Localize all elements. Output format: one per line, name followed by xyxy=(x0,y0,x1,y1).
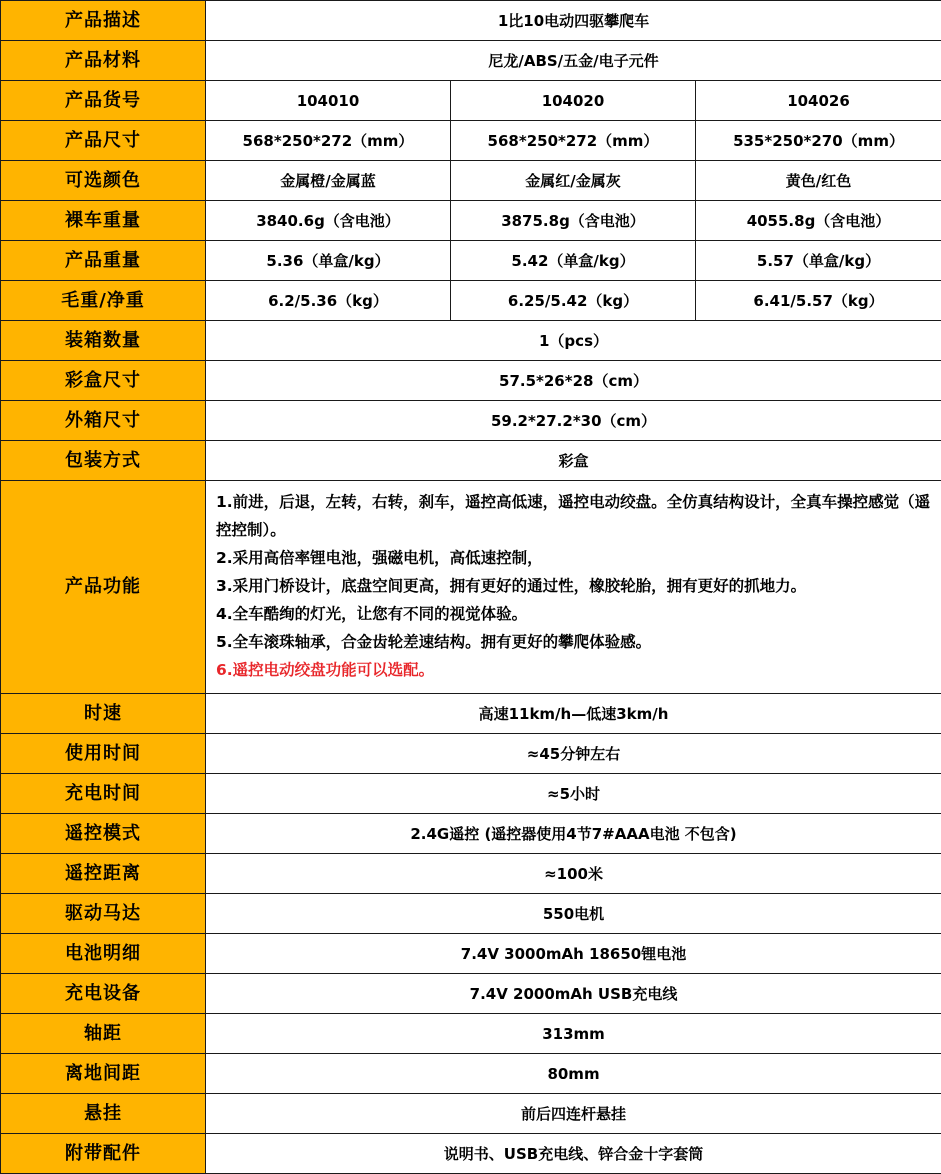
row-material xyxy=(1,41,941,81)
row-charger xyxy=(1,974,941,1014)
row-suspension xyxy=(1,1094,941,1134)
label-speed: 时速 xyxy=(1,694,206,734)
label-carton-size: 外箱尺寸 xyxy=(1,401,206,441)
feature-line-5: 5.全车滚珠轴承，合金齿轮差速结构。拥有更好的攀爬体验感。 xyxy=(216,633,652,651)
label-packing: 包装方式 xyxy=(1,441,206,481)
row-sku xyxy=(1,81,941,121)
value-gross-net-2: 6.25/5.42（kg） xyxy=(451,281,696,321)
label-gross-net: 毛重/净重 xyxy=(1,281,206,321)
row-charge-time xyxy=(1,774,941,814)
row-remote-mode xyxy=(1,814,941,854)
value-gross-net-3: 6.41/5.57（kg） xyxy=(696,281,941,321)
feature-line-3: 3.采用门桥设计，底盘空间更高，拥有更好的通过性，橡胶轮胎，拥有更好的抓地力。 xyxy=(216,577,807,595)
value-accessories: 说明书、USB充电线、锌合金十字套筒 xyxy=(206,1134,941,1174)
value-sku-1: 104010 xyxy=(206,81,451,121)
row-desc xyxy=(1,1,941,41)
label-desc: 产品描述 xyxy=(1,1,206,41)
label-features: 产品功能 xyxy=(1,481,206,694)
label-bare-weight: 裸车重量 xyxy=(1,201,206,241)
row-colors xyxy=(1,161,941,201)
value-colors-2: 金属红/金属灰 xyxy=(451,161,696,201)
value-battery: 7.4V 3000mAh 18650锂电池 xyxy=(206,934,941,974)
feature-line-2: 2.采用高倍率锂电池，强磁电机，高低速控制， xyxy=(216,549,543,567)
value-product-weight-2: 5.42（单盒/kg） xyxy=(451,241,696,281)
row-wheelbase xyxy=(1,1014,941,1054)
label-remote-mode: 遥控模式 xyxy=(1,814,206,854)
value-bare-weight-2: 3875.8g（含电池） xyxy=(451,201,696,241)
value-colors-3: 黄色/红色 xyxy=(696,161,941,201)
label-material: 产品材料 xyxy=(1,41,206,81)
value-sku-2: 104020 xyxy=(451,81,696,121)
value-bare-weight-3: 4055.8g（含电池） xyxy=(696,201,941,241)
value-charger: 7.4V 2000mAh USB充电线 xyxy=(206,974,941,1014)
row-accessories xyxy=(1,1134,941,1174)
label-product-weight: 产品重量 xyxy=(1,241,206,281)
row-features xyxy=(1,481,941,694)
value-box-size: 57.5*26*28（cm） xyxy=(206,361,941,401)
row-bare-weight xyxy=(1,201,941,241)
row-remote-range xyxy=(1,854,941,894)
row-box-size xyxy=(1,361,941,401)
value-pack-qty: 1（pcs） xyxy=(206,321,941,361)
row-size xyxy=(1,121,941,161)
row-packing xyxy=(1,441,941,481)
value-product-weight-3: 5.57（单盒/kg） xyxy=(696,241,941,281)
value-remote-range: ≈100米 xyxy=(206,854,941,894)
value-speed: 高速11km/h—低速3km/h xyxy=(206,694,941,734)
value-product-weight-1: 5.36（单盒/kg） xyxy=(206,241,451,281)
label-colors: 可选颜色 xyxy=(1,161,206,201)
value-size-3: 535*250*270（mm） xyxy=(696,121,941,161)
value-clearance: 80mm xyxy=(206,1054,941,1094)
value-size-2: 568*250*272（mm） xyxy=(451,121,696,161)
value-motor: 550电机 xyxy=(206,894,941,934)
value-suspension: 前后四连杆悬挂 xyxy=(206,1094,941,1134)
value-carton-size: 59.2*27.2*30（cm） xyxy=(206,401,941,441)
value-charge-time: ≈5小时 xyxy=(206,774,941,814)
value-gross-net-1: 6.2/5.36（kg） xyxy=(206,281,451,321)
row-product-weight xyxy=(1,241,941,281)
value-remote-mode: 2.4G遥控 (遥控器使用4节7#AAA电池 不包含) xyxy=(206,814,941,854)
value-use-time: ≈45分钟左右 xyxy=(206,734,941,774)
value-desc: 1比10电动四驱攀爬车 xyxy=(206,1,941,41)
label-battery: 电池明细 xyxy=(1,934,206,974)
row-clearance xyxy=(1,1054,941,1094)
label-motor: 驱动马达 xyxy=(1,894,206,934)
label-box-size: 彩盒尺寸 xyxy=(1,361,206,401)
row-battery xyxy=(1,934,941,974)
value-size-1: 568*250*272（mm） xyxy=(206,121,451,161)
row-gross-net xyxy=(1,281,941,321)
value-material: 尼龙/ABS/五金/电子元件 xyxy=(206,41,941,81)
value-packing: 彩盒 xyxy=(206,441,941,481)
feature-line-1: 1.前进，后退，左转，右转，刹车，遥控高低速，遥控电动绞盘。全仿真结构设计，全真车操控感觉（遥控控制）。 xyxy=(216,493,931,539)
row-use-time xyxy=(1,734,941,774)
label-use-time: 使用时间 xyxy=(1,734,206,774)
row-motor xyxy=(1,894,941,934)
label-sku: 产品货号 xyxy=(1,81,206,121)
label-remote-range: 遥控距离 xyxy=(1,854,206,894)
value-wheelbase: 313mm xyxy=(206,1014,941,1054)
label-wheelbase: 轴距 xyxy=(1,1014,206,1054)
label-accessories: 附带配件 xyxy=(1,1134,206,1174)
feature-line-4: 4.全车酷绚的灯光，让您有不同的视觉体验。 xyxy=(216,605,528,623)
row-pack-qty xyxy=(1,321,941,361)
row-carton-size xyxy=(1,401,941,441)
feature-line-highlight: 6.遥控电动绞盘功能可以选配。 xyxy=(216,661,435,679)
label-clearance: 离地间距 xyxy=(1,1054,206,1094)
value-colors-1: 金属橙/金属蓝 xyxy=(206,161,451,201)
label-charge-time: 充电时间 xyxy=(1,774,206,814)
label-size: 产品尺寸 xyxy=(1,121,206,161)
label-suspension: 悬挂 xyxy=(1,1094,206,1134)
value-features xyxy=(206,481,941,694)
value-sku-3: 104026 xyxy=(696,81,941,121)
label-charger: 充电设备 xyxy=(1,974,206,1014)
value-bare-weight-1: 3840.6g（含电池） xyxy=(206,201,451,241)
row-speed xyxy=(1,694,941,734)
label-pack-qty: 装箱数量 xyxy=(1,321,206,361)
